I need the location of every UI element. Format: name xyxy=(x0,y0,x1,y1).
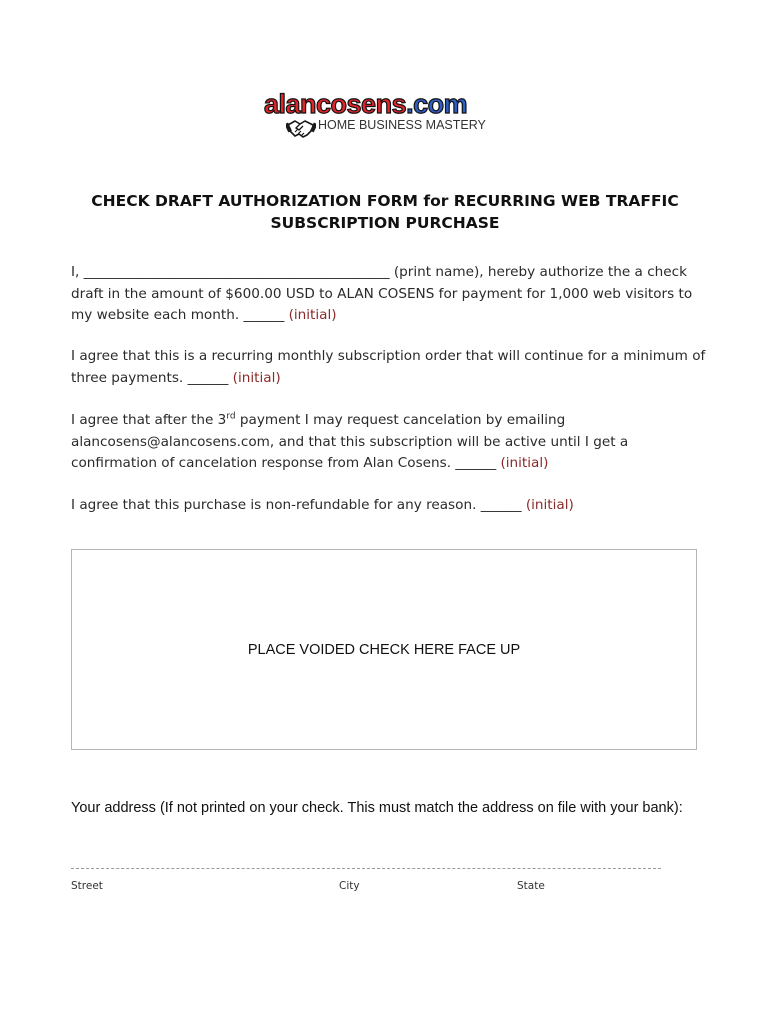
handshake-icon xyxy=(286,116,316,140)
authorization-start: I, xyxy=(71,264,84,280)
street-field-label: Street xyxy=(71,880,103,892)
state-field-label: State xyxy=(517,880,545,892)
non-refundable-paragraph xyxy=(71,495,711,517)
address-instructions: Your address (If not printed on your check. This must match the address on file with your bank): xyxy=(71,800,683,816)
initial-field-1[interactable]: ______ xyxy=(243,307,285,323)
initial-label-4: (initial) xyxy=(521,497,574,513)
recurring-text: I agree that this is a recurring monthly subscription order that will continue for a minimum of three payments. xyxy=(71,348,706,386)
initial-label-1: (initial) xyxy=(284,307,337,323)
authorization-paragraph xyxy=(71,262,711,327)
form-title xyxy=(60,190,710,234)
non-refundable-text: I agree that this purchase is non-refundable for any reason. xyxy=(71,497,481,513)
voided-check-area xyxy=(71,549,697,750)
initial-field-3[interactable]: ______ xyxy=(455,455,497,471)
ordinal-suffix: rd xyxy=(226,411,236,422)
logo-tagline: HOME BUSINESS MASTERY xyxy=(318,118,486,132)
initial-label-2: (initial) xyxy=(228,369,281,386)
initial-label-3: (initial) xyxy=(496,455,549,471)
address-input-line[interactable] xyxy=(71,868,661,869)
print-name-field[interactable]: _____________________________________________ xyxy=(83,264,390,280)
cancelation-text-post: payment I may request cancelation by emailing alancosens@alancosens.com, and that this subscription will be active until I get a confirmation of cancelation response from Alan Cosens. xyxy=(71,412,629,471)
cancelation-paragraph xyxy=(71,410,711,475)
city-field-label: City xyxy=(339,880,360,892)
logo-part-cosens: cosens xyxy=(316,89,407,119)
brand-logo xyxy=(258,88,520,144)
form-title-line-1: CHECK DRAFT AUTHORIZATION FORM for RECURRING WEB TRAFFIC xyxy=(91,192,679,210)
recurring-paragraph xyxy=(71,346,711,389)
authorization-text: (print name), hereby authorize the a check draft in the amount of $600.00 USD to ALAN COSENS for payment for 1,000 web visitors to my website each month. xyxy=(71,264,693,323)
voided-check-label: PLACE VOIDED CHECK HERE FACE UP xyxy=(247,642,521,658)
initial-field-2[interactable]: ______ xyxy=(187,369,229,386)
logo-part-com: .com xyxy=(406,89,468,119)
initial-field-4[interactable]: ______ xyxy=(480,497,522,513)
cancelation-text-pre: I agree that after the 3 xyxy=(71,412,227,428)
logo-part-alan: alan xyxy=(264,89,317,119)
form-title-line-2: SUBSCRIPTION PURCHASE xyxy=(270,214,500,232)
